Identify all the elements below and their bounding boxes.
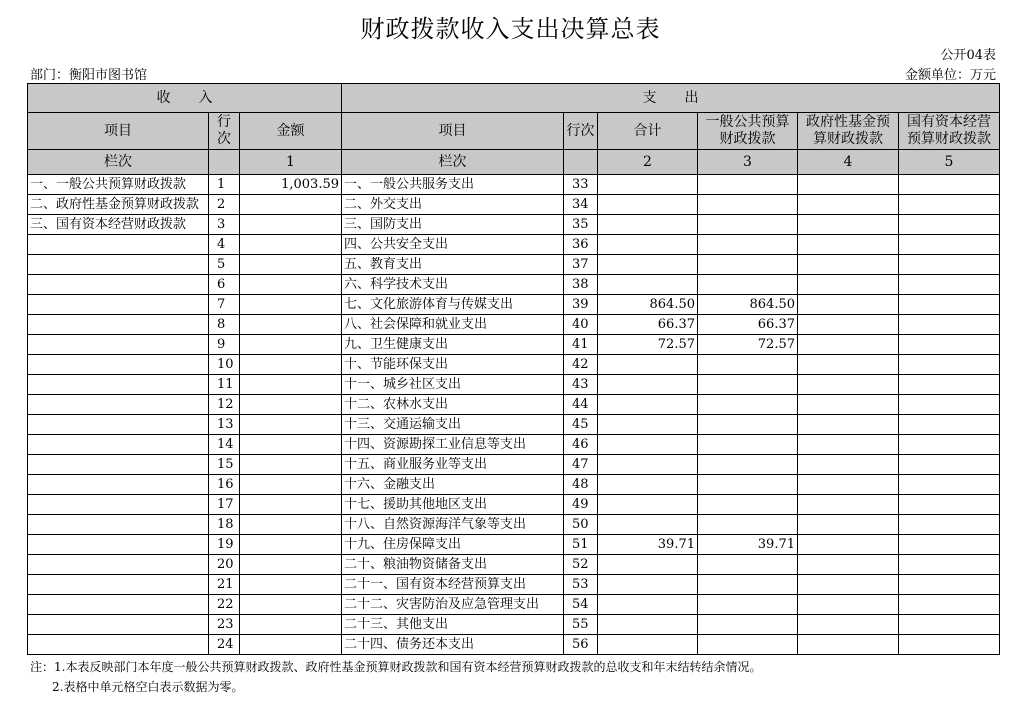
total-cell	[598, 375, 698, 395]
general-budget-cell	[698, 635, 798, 655]
expense-rowno-cell: 47	[564, 455, 598, 475]
expense-item-cell: 十四、资源勘探工业信息等支出	[342, 435, 564, 455]
gov-fund-cell	[798, 575, 899, 595]
expense-item-cell: 十六、金融支出	[342, 475, 564, 495]
expense-rowno-cell: 39	[564, 295, 598, 315]
expense-item-cell: 十三、交通运输支出	[342, 415, 564, 435]
expense-item-cell: 十七、援助其他地区支出	[342, 495, 564, 515]
income-amount-cell	[240, 235, 342, 255]
income-rowno-cell: 8	[209, 315, 240, 335]
gov-fund-cell	[798, 495, 899, 515]
table-row	[28, 495, 1000, 515]
expense-item-cell: 六、科学技术支出	[342, 275, 564, 295]
footnotes	[30, 657, 761, 697]
income-amount-cell	[240, 575, 342, 595]
state-capital-cell	[899, 195, 1000, 215]
table-row	[28, 435, 1000, 455]
gov-fund-cell	[798, 355, 899, 375]
gov-fund-cell	[798, 635, 899, 655]
income-rowno-cell: 13	[209, 415, 240, 435]
form-number: 公开04表	[940, 48, 996, 63]
expense-rowno-cell: 37	[564, 255, 598, 275]
col-4-label: 4	[798, 150, 899, 175]
income-item-cell	[28, 395, 209, 415]
expense-item-cell: 十一、城乡社区支出	[342, 375, 564, 395]
general-budget-cell	[698, 435, 798, 455]
income-amount-cell	[240, 495, 342, 515]
income-amount-cell	[240, 435, 342, 455]
expense-item-cell: 二十四、债务还本支出	[342, 635, 564, 655]
general-budget-cell	[698, 615, 798, 635]
expense-rowno-cell: 40	[564, 315, 598, 335]
state-capital-cell	[899, 355, 1000, 375]
income-rowno-cell: 12	[209, 395, 240, 415]
expense-rowno-cell: 48	[564, 475, 598, 495]
income-header: 收 入	[28, 84, 342, 113]
table-row	[28, 335, 1000, 355]
income-amount-cell	[240, 335, 342, 355]
table-row	[28, 235, 1000, 255]
expense-rowno-cell: 42	[564, 355, 598, 375]
expense-item-cell: 三、国防支出	[342, 215, 564, 235]
income-item-cell	[28, 535, 209, 555]
total-header: 合计	[598, 113, 698, 150]
table-row	[28, 355, 1000, 375]
general-budget-cell	[698, 495, 798, 515]
gov-fund-cell	[798, 335, 899, 355]
general-budget-header: 一般公共预算财政拨款	[698, 113, 798, 150]
gov-fund-cell	[798, 375, 899, 395]
gov-fund-cell	[798, 515, 899, 535]
income-item-cell	[28, 575, 209, 595]
income-amount-cell	[240, 295, 342, 315]
expense-rowno-cell: 41	[564, 335, 598, 355]
footnote-2: 2.表格中单元格空白表示数据为零。	[52, 680, 244, 694]
expense-rowno-cell: 51	[564, 535, 598, 555]
general-budget-cell	[698, 555, 798, 575]
income-rowno-cell: 16	[209, 475, 240, 495]
income-item-cell	[28, 315, 209, 335]
state-capital-cell	[899, 175, 1000, 195]
expense-rowno-cell: 44	[564, 395, 598, 415]
general-budget-cell	[698, 195, 798, 215]
total-cell	[598, 615, 698, 635]
total-cell	[598, 195, 698, 215]
expense-item-cell: 一、一般公共服务支出	[342, 175, 564, 195]
income-rowno-cell: 22	[209, 595, 240, 615]
total-cell	[598, 255, 698, 275]
expense-item-cell: 十、节能环保支出	[342, 355, 564, 375]
general-budget-cell	[698, 355, 798, 375]
state-capital-cell	[899, 615, 1000, 635]
col-2-label: 2	[598, 150, 698, 175]
income-amount-cell	[240, 195, 342, 215]
total-cell	[598, 235, 698, 255]
income-rowno-cell: 15	[209, 455, 240, 475]
expense-header: 支 出	[342, 84, 1000, 113]
income-amount-cell	[240, 515, 342, 535]
expense-rowno-header: 行次	[564, 113, 598, 150]
table-row	[28, 515, 1000, 535]
state-capital-cell	[899, 555, 1000, 575]
general-budget-cell	[698, 235, 798, 255]
income-amount-cell	[240, 395, 342, 415]
state-capital-cell	[899, 515, 1000, 535]
expense-rowno-cell: 43	[564, 375, 598, 395]
col-5-label: 5	[899, 150, 1000, 175]
expense-rowno-cell: 45	[564, 415, 598, 435]
col-3-label: 3	[698, 150, 798, 175]
state-capital-cell	[899, 315, 1000, 335]
expense-rowno-cell: 38	[564, 275, 598, 295]
table-row	[28, 315, 1000, 335]
general-budget-cell	[698, 455, 798, 475]
report-title: 财政拨款收入支出决算总表	[360, 15, 661, 43]
expense-item-cell: 十八、自然资源海洋气象等支出	[342, 515, 564, 535]
general-budget-cell	[698, 395, 798, 415]
expense-item-cell: 十二、农林水支出	[342, 395, 564, 415]
income-amount-cell	[240, 615, 342, 635]
expense-item-cell: 二、外交支出	[342, 195, 564, 215]
table-row	[28, 415, 1000, 435]
state-capital-cell	[899, 235, 1000, 255]
table-row	[28, 395, 1000, 415]
table-row	[28, 535, 1000, 555]
gov-fund-cell	[798, 455, 899, 475]
income-rowno-cell: 23	[209, 615, 240, 635]
general-budget-cell	[698, 255, 798, 275]
total-cell: 66.37	[598, 315, 698, 335]
budget-table	[27, 83, 1000, 655]
expense-rowno-cell: 55	[564, 615, 598, 635]
gov-fund-cell	[798, 395, 899, 415]
table-row	[28, 575, 1000, 595]
table-row	[28, 555, 1000, 575]
income-amount-cell	[240, 275, 342, 295]
general-budget-cell: 39.71	[698, 535, 798, 555]
expense-item-cell: 五、教育支出	[342, 255, 564, 275]
table-row	[28, 175, 1000, 195]
total-cell	[598, 455, 698, 475]
state-capital-cell	[899, 375, 1000, 395]
income-item-cell: 二、政府性基金预算财政拨款	[28, 195, 209, 215]
gov-fund-cell	[798, 215, 899, 235]
gov-fund-cell	[798, 435, 899, 455]
income-item-cell	[28, 355, 209, 375]
income-rowno-cell: 14	[209, 435, 240, 455]
expense-item-cell: 九、卫生健康支出	[342, 335, 564, 355]
state-capital-cell	[899, 535, 1000, 555]
gov-fund-cell	[798, 295, 899, 315]
expense-lanci-blank	[564, 150, 598, 175]
income-amount-cell	[240, 455, 342, 475]
general-budget-cell	[698, 595, 798, 615]
expense-item-cell: 十五、商业服务业等支出	[342, 455, 564, 475]
general-budget-cell	[698, 515, 798, 535]
table-row	[28, 215, 1000, 235]
table-row	[28, 195, 1000, 215]
income-rowno-cell: 1	[209, 175, 240, 195]
gov-fund-header: 政府性基金预算财政拨款	[798, 113, 899, 150]
income-item-cell	[28, 475, 209, 495]
income-amount-cell: 1,003.59	[240, 175, 342, 195]
income-amount-cell	[240, 475, 342, 495]
income-amount-cell	[240, 355, 342, 375]
expense-rowno-cell: 49	[564, 495, 598, 515]
expense-rowno-cell: 50	[564, 515, 598, 535]
table-row	[28, 275, 1000, 295]
income-item-cell	[28, 275, 209, 295]
total-cell	[598, 555, 698, 575]
table-row	[28, 455, 1000, 475]
income-item-cell	[28, 375, 209, 395]
general-budget-cell: 864.50	[698, 295, 798, 315]
gov-fund-cell	[798, 615, 899, 635]
income-amount-cell	[240, 315, 342, 335]
expense-item-cell: 二十、粮油物资储备支出	[342, 555, 564, 575]
income-item-header: 项目	[28, 113, 209, 150]
header-row-1	[28, 84, 1000, 113]
gov-fund-cell	[798, 175, 899, 195]
income-rowno-cell: 10	[209, 355, 240, 375]
total-cell	[598, 575, 698, 595]
income-item-cell	[28, 615, 209, 635]
general-budget-cell	[698, 575, 798, 595]
gov-fund-cell	[798, 415, 899, 435]
income-rowno-cell: 7	[209, 295, 240, 315]
table-row	[28, 475, 1000, 495]
expense-rowno-cell: 56	[564, 635, 598, 655]
income-item-cell	[28, 435, 209, 455]
state-capital-cell	[899, 295, 1000, 315]
gov-fund-cell	[798, 555, 899, 575]
income-rowno-cell: 9	[209, 335, 240, 355]
expense-lanci-label: 栏次	[342, 150, 564, 175]
header-row-2	[28, 113, 1000, 150]
expense-item-cell: 八、社会保障和就业支出	[342, 315, 564, 335]
income-amount-cell	[240, 635, 342, 655]
state-capital-cell	[899, 275, 1000, 295]
income-amount-cell	[240, 555, 342, 575]
expense-rowno-cell: 54	[564, 595, 598, 615]
state-capital-header: 国有资本经营预算财政拨款	[899, 113, 1000, 150]
income-amount-cell	[240, 255, 342, 275]
income-item-cell	[28, 235, 209, 255]
income-rowno-cell: 4	[209, 235, 240, 255]
header-row-3	[28, 150, 1000, 175]
expense-item-cell: 二十二、灾害防治及应急管理支出	[342, 595, 564, 615]
income-item-cell	[28, 555, 209, 575]
income-rowno-cell: 24	[209, 635, 240, 655]
gov-fund-cell	[798, 475, 899, 495]
table-row	[28, 295, 1000, 315]
table-row	[28, 595, 1000, 615]
total-cell	[598, 175, 698, 195]
expense-item-cell: 二十三、其他支出	[342, 615, 564, 635]
total-cell: 72.57	[598, 335, 698, 355]
expense-item-cell: 七、文化旅游体育与传媒支出	[342, 295, 564, 315]
general-budget-cell	[698, 415, 798, 435]
income-rowno-cell: 21	[209, 575, 240, 595]
income-amount-cell	[240, 375, 342, 395]
total-cell	[598, 595, 698, 615]
state-capital-cell	[899, 335, 1000, 355]
table-row	[28, 615, 1000, 635]
state-capital-cell	[899, 435, 1000, 455]
total-cell	[598, 415, 698, 435]
income-lanci-label: 栏次	[28, 150, 209, 175]
income-rowno-cell: 20	[209, 555, 240, 575]
department-label: 部门：衡阳市图书馆	[30, 68, 148, 83]
state-capital-cell	[899, 635, 1000, 655]
general-budget-cell: 72.57	[698, 335, 798, 355]
total-cell	[598, 275, 698, 295]
gov-fund-cell	[798, 595, 899, 615]
income-rowno-cell: 17	[209, 495, 240, 515]
state-capital-cell	[899, 595, 1000, 615]
general-budget-cell	[698, 275, 798, 295]
state-capital-cell	[899, 455, 1000, 475]
income-amount-cell	[240, 595, 342, 615]
expense-item-header: 项目	[342, 113, 564, 150]
total-cell	[598, 475, 698, 495]
total-cell	[598, 355, 698, 375]
general-budget-cell	[698, 375, 798, 395]
expense-rowno-cell: 36	[564, 235, 598, 255]
state-capital-cell	[899, 255, 1000, 275]
expense-rowno-cell: 46	[564, 435, 598, 455]
income-item-cell	[28, 455, 209, 475]
general-budget-cell	[698, 215, 798, 235]
income-item-cell	[28, 635, 209, 655]
expense-rowno-cell: 52	[564, 555, 598, 575]
expense-item-cell: 二十一、国有资本经营预算支出	[342, 575, 564, 595]
income-amount-cell	[240, 415, 342, 435]
state-capital-cell	[899, 395, 1000, 415]
unit-label: 金额单位：万元	[904, 68, 996, 83]
state-capital-cell	[899, 575, 1000, 595]
income-rowno-header: 行次	[209, 113, 240, 150]
expense-item-cell: 四、公共安全支出	[342, 235, 564, 255]
income-item-cell	[28, 515, 209, 535]
total-cell: 39.71	[598, 535, 698, 555]
income-item-cell	[28, 335, 209, 355]
income-item-cell	[28, 255, 209, 275]
income-item-cell	[28, 415, 209, 435]
income-item-cell: 三、国有资本经营财政拨款	[28, 215, 209, 235]
state-capital-cell	[899, 475, 1000, 495]
state-capital-cell	[899, 495, 1000, 515]
table-row	[28, 635, 1000, 655]
total-cell	[598, 495, 698, 515]
income-amount-cell	[240, 215, 342, 235]
expense-item-cell: 十九、住房保障支出	[342, 535, 564, 555]
total-cell	[598, 435, 698, 455]
income-item-cell: 一、一般公共预算财政拨款	[28, 175, 209, 195]
income-amount-cell	[240, 535, 342, 555]
expense-rowno-cell: 53	[564, 575, 598, 595]
footnote-1: 注：1.本表反映部门本年度一般公共预算财政拨款、政府性基金预算财政拨款和国有资本经营预算财政拨款的总收支和年末结转结余情况。	[30, 660, 762, 674]
total-cell	[598, 635, 698, 655]
gov-fund-cell	[798, 255, 899, 275]
state-capital-cell	[899, 215, 1000, 235]
income-amount-header: 金额	[240, 113, 342, 150]
expense-rowno-cell: 34	[564, 195, 598, 215]
income-rowno-cell: 18	[209, 515, 240, 535]
total-cell	[598, 215, 698, 235]
expense-rowno-cell: 33	[564, 175, 598, 195]
table-row	[28, 375, 1000, 395]
state-capital-cell	[899, 415, 1000, 435]
general-budget-cell: 66.37	[698, 315, 798, 335]
general-budget-cell	[698, 175, 798, 195]
gov-fund-cell	[798, 535, 899, 555]
income-rowno-cell: 6	[209, 275, 240, 295]
gov-fund-cell	[798, 315, 899, 335]
income-item-cell	[28, 595, 209, 615]
gov-fund-cell	[798, 275, 899, 295]
expense-rowno-cell: 35	[564, 215, 598, 235]
total-cell	[598, 515, 698, 535]
income-rowno-cell: 11	[209, 375, 240, 395]
general-budget-cell	[698, 475, 798, 495]
income-lanci-blank	[209, 150, 240, 175]
income-rowno-cell: 2	[209, 195, 240, 215]
table-row	[28, 255, 1000, 275]
income-rowno-cell: 5	[209, 255, 240, 275]
col-1-label: 1	[240, 150, 342, 175]
income-item-cell	[28, 295, 209, 315]
total-cell	[598, 395, 698, 415]
total-cell: 864.50	[598, 295, 698, 315]
gov-fund-cell	[798, 195, 899, 215]
income-rowno-cell: 3	[209, 215, 240, 235]
income-rowno-cell: 19	[209, 535, 240, 555]
income-item-cell	[28, 495, 209, 515]
gov-fund-cell	[798, 235, 899, 255]
